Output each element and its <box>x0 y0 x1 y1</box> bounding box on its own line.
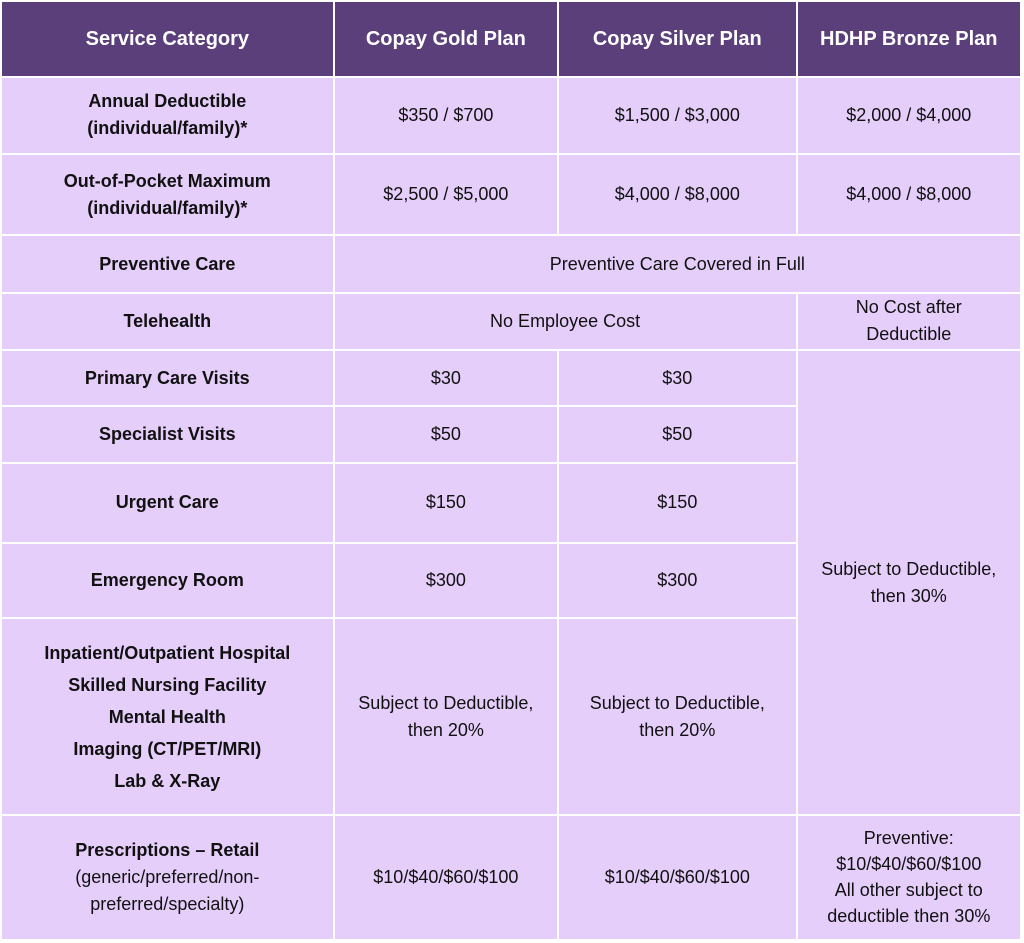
cell-silver-specialist: $50 <box>559 407 795 461</box>
hospital-label-line: Skilled Nursing Facility <box>68 674 267 695</box>
hospital-label-line: Imaging (CT/PET/MRI) <box>73 738 262 759</box>
cell-preventive-all: Preventive Care Covered in Full <box>335 236 1020 291</box>
cell-gold-emergency: $300 <box>335 544 557 618</box>
rx-label: Prescriptions – Retail <box>75 839 260 860</box>
cell-gold-rx: $10/$40/$60/$100 <box>335 816 557 939</box>
cell-gold-primary: $30 <box>335 351 557 405</box>
table-row <box>2 155 1020 235</box>
table-row <box>2 236 1020 291</box>
header-service-category: Service Category <box>2 2 333 76</box>
header-silver-plan: Copay Silver Plan <box>559 2 795 76</box>
cell-bronze-subject-deductible: Subject to Deductible, then 30% <box>798 351 1020 814</box>
row-label-emergency: Emergency Room <box>2 544 333 618</box>
cell-silver-primary: $30 <box>559 351 795 405</box>
row-label-deductible: Annual Deductible (individual/family)* <box>2 78 333 153</box>
cell-gold-oop: $2,500 / $5,000 <box>335 155 557 235</box>
table-row <box>2 351 1020 405</box>
row-label-oop: Out-of-Pocket Maximum (individual/family)* <box>2 155 333 235</box>
row-label-urgent: Urgent Care <box>2 464 333 542</box>
cell-silver-deductible: $1,500 / $3,000 <box>559 78 795 153</box>
header-gold-plan: Copay Gold Plan <box>335 2 557 76</box>
cell-telehealth-gold-silver: No Employee Cost <box>335 294 796 349</box>
table-row <box>2 294 1020 349</box>
cell-gold-deductible: $350 / $700 <box>335 78 557 153</box>
cell-gold-hospital: Subject to Deductible, then 20% <box>335 619 557 814</box>
row-label-rx <box>2 816 333 939</box>
hospital-label-line: Mental Health <box>108 706 226 727</box>
cell-silver-emergency: $300 <box>559 544 795 618</box>
cell-gold-urgent: $150 <box>335 464 557 542</box>
header-bronze-plan: HDHP Bronze Plan <box>798 2 1020 76</box>
cell-silver-oop: $4,000 / $8,000 <box>559 155 795 235</box>
table-row <box>2 78 1020 153</box>
row-label-hospital <box>2 619 333 814</box>
header-row <box>2 2 1020 76</box>
hospital-label-line: Inpatient/Outpatient Hospital <box>44 642 291 663</box>
row-label-specialist: Specialist Visits <box>2 407 333 461</box>
cell-bronze-oop: $4,000 / $8,000 <box>798 155 1020 235</box>
cell-silver-rx: $10/$40/$60/$100 <box>559 816 795 939</box>
cell-bronze-deductible: $2,000 / $4,000 <box>798 78 1020 153</box>
row-label-preventive: Preventive Care <box>2 236 333 291</box>
cell-bronze-telehealth: No Cost after Deductible <box>798 294 1020 349</box>
hospital-label-line: Lab & X-Ray <box>114 770 221 791</box>
cell-gold-specialist: $50 <box>335 407 557 461</box>
table-row <box>2 816 1020 939</box>
cell-silver-hospital: Subject to Deductible, then 20% <box>559 619 795 814</box>
row-label-telehealth: Telehealth <box>2 294 333 349</box>
cell-bronze-rx: Preventive: $10/$40/$60/$100 All other subject to deductible then 30% <box>798 816 1020 939</box>
cell-silver-urgent: $150 <box>559 464 795 542</box>
row-label-primary: Primary Care Visits <box>2 351 333 405</box>
rx-sublabel: (generic/preferred/non- preferred/specialty) <box>75 866 260 914</box>
